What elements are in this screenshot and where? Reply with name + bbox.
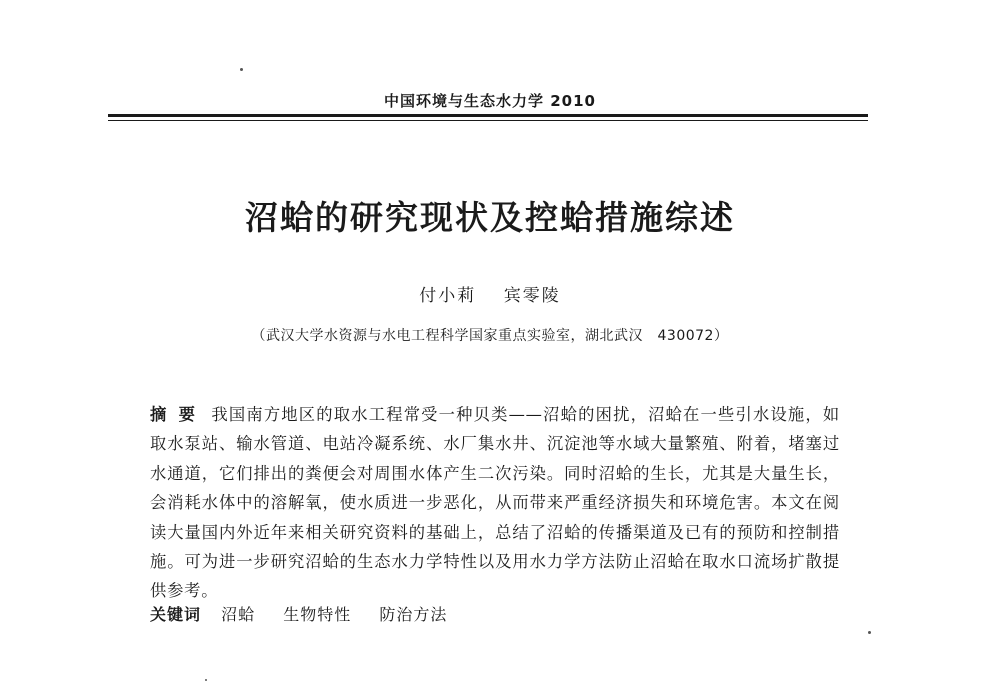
keyword-2: 生物特性 [283, 605, 352, 624]
keywords-label: 关键词 [150, 605, 202, 624]
keyword-3: 防治方法 [379, 605, 448, 624]
author-list [0, 281, 980, 306]
header-rule-thin [108, 120, 868, 121]
scan-speck [205, 679, 207, 681]
abstract-label: 摘要 [150, 405, 208, 424]
running-header: 中国环境与生态水力学 2010 [384, 92, 596, 110]
scan-speck [240, 68, 243, 71]
keyword-1: 沼蛤 [221, 605, 256, 624]
header-rule-thick [108, 114, 868, 117]
article-title: 沼蛤的研究现状及控蛤措施综述 [245, 198, 735, 237]
affiliation: （武汉大学水资源与水电工程科学国家重点实验室，湖北武汉 430072） [251, 328, 729, 344]
scan-speck [868, 631, 871, 634]
abstract-text: 我国南方地区的取水工程常受一种贝类——沼蛤的困扰，沼蛤在一些引水设施，如取水泵站、输水管道、电站冷凝系统、水厂集水井、沉淀池等水域大量繁殖、附着，堵塞过水通道，它们排出的粪便会对周围水体产生二次污染。同时沼蛤的生长，尤其是大量生长，会消耗水体中的溶解氧，使水质进一步恶化，从而带来严重经济损失和环境危害。本文在阅读大量国内外近年来相关研究资料的基础上，总结了沼蛤的传播渠道及已有的预防和控制措施。可为进一步研究沼蛤的生态水力学特性以及用水力学方法防止沼蛤在取水口流场扩散提供参考。 [150, 405, 840, 601]
author-1: 付小莉 [419, 286, 477, 306]
author-2: 宾零陵 [503, 286, 561, 306]
keywords [150, 602, 840, 625]
abstract [150, 400, 840, 606]
